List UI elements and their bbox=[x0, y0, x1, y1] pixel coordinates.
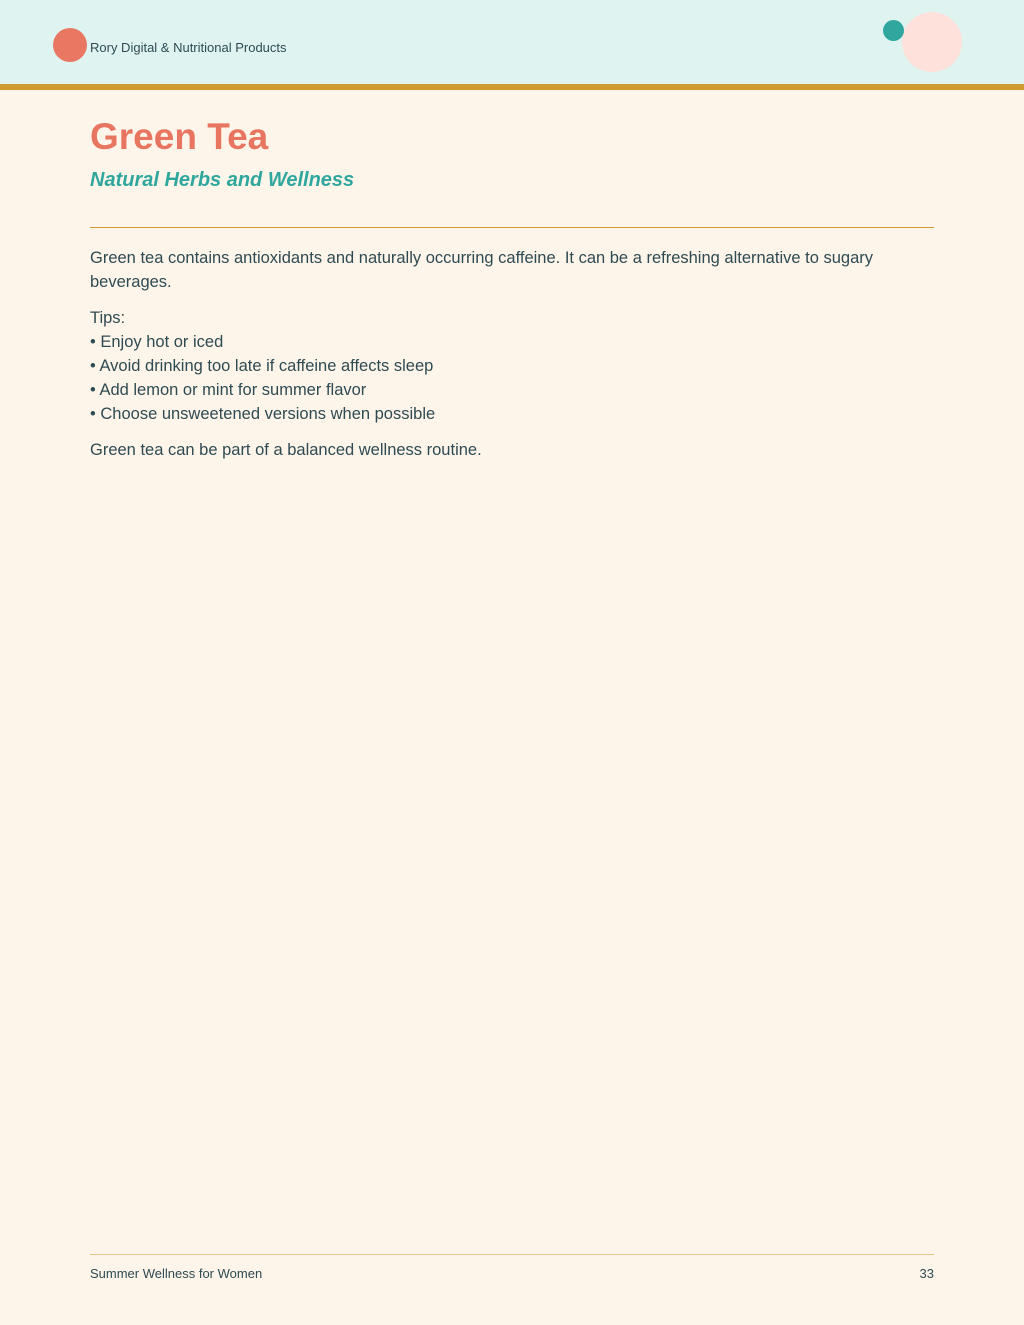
logo-circle-icon bbox=[53, 28, 87, 62]
footer-publication: Summer Wellness for Women bbox=[90, 1266, 263, 1281]
tips-label: Tips: bbox=[90, 309, 126, 327]
page-subtitle: Natural Herbs and Wellness bbox=[90, 169, 355, 191]
decorative-circle-large bbox=[902, 12, 962, 72]
title-divider bbox=[90, 227, 934, 228]
list-item: • Choose unsweetened versions when possible bbox=[90, 402, 920, 426]
tips-list bbox=[90, 330, 920, 426]
intro-paragraph: Green tea contains antioxidants and naturally occurring caffeine. It can be a refreshing alternative to sugary beverages. bbox=[90, 249, 873, 291]
decorative-circle-small bbox=[883, 20, 904, 41]
page-header bbox=[0, 0, 1024, 84]
company-name: Rory Digital & Nutritional Products bbox=[90, 40, 287, 55]
list-item: • Add lemon or mint for summer flavor bbox=[90, 378, 920, 402]
footer-divider bbox=[90, 1254, 934, 1255]
closing-paragraph: Green tea can be part of a balanced wellness routine. bbox=[90, 441, 482, 459]
page-title: Green Tea bbox=[90, 116, 269, 157]
header-divider bbox=[0, 84, 1024, 90]
article-body bbox=[90, 246, 920, 462]
page-number: 33 bbox=[919, 1266, 934, 1281]
list-item: • Avoid drinking too late if caffeine affects sleep bbox=[90, 354, 920, 378]
list-item: • Enjoy hot or iced bbox=[90, 330, 920, 354]
